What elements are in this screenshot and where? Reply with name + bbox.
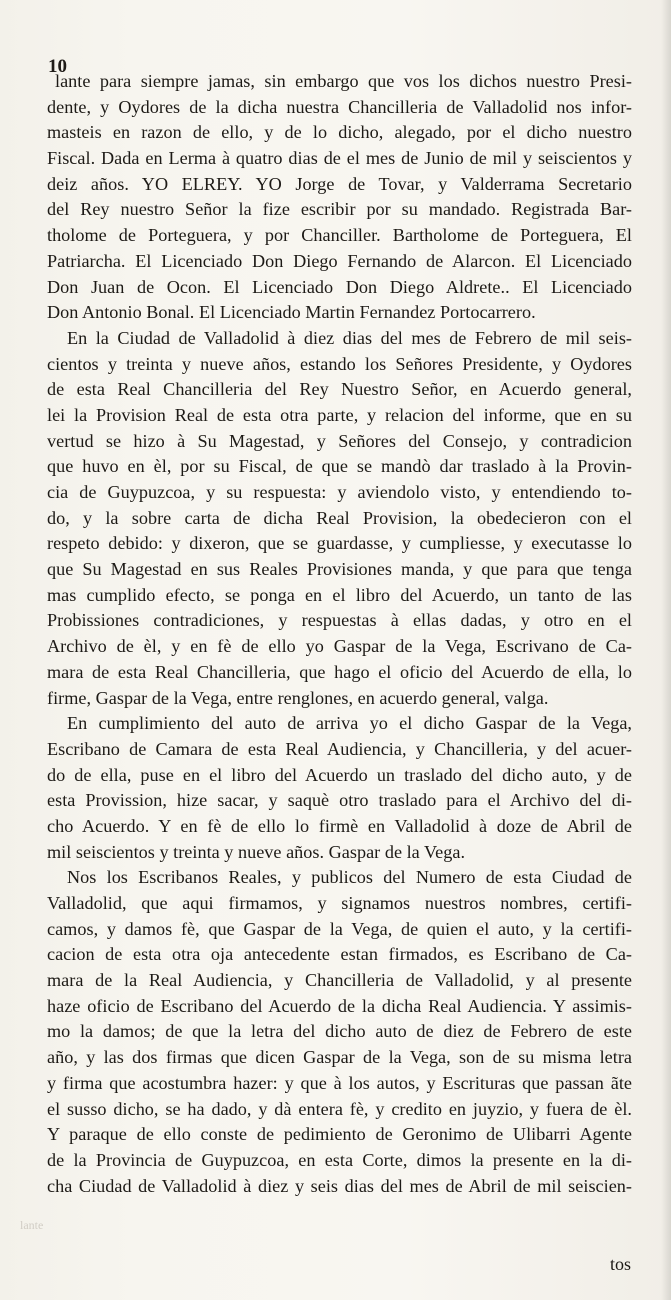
text-line: mara de esta Real Chancilleria, que hago el oficio del Acuerdo de ella, lo [47,661,632,682]
text-line: Patriarcha. El Licenciado Don Diego Fernando de Alarcon. El Licenciado [47,250,632,271]
text-line: esta Provission, hize sacar, y saquè otro traslado para el Archivo del di- [47,790,632,811]
text-line: Archivo de èl, y en fè de ello yo Gaspar de la Vega, Escrivano de Ca- [47,636,632,657]
text-line: mo la damos; de que la letra del dicho auto de diez de Febrero de este [47,1021,632,1042]
bleed-through-text: lante [20,1218,44,1232]
text-line: cientos y treinta y nueve años, estando los Señores Presidente, y Oydores [47,353,632,374]
text-line: el susso dicho, se ha dado, y dà entera fè, y credito en juyzio, y fuera de èl. [47,1098,632,1119]
text-line: respeto debido: y dixeron, que se guardasse, y cumpliesse, y executasse lo [47,533,632,554]
text-line: lei la Provision Real de esta otra parte, y relacion del informe, que en su [47,404,632,425]
text-line: masteis en razon de ello, y de lo dicho, alegado, por el dicho nuestro [47,122,632,143]
text-line: Probissiones contradiciones, y respuestas à ellas dadas, y otro en el [47,610,632,631]
text-line: Don Antonio Bonal. El Licenciado Martin Fernandez Portocarrero. [47,302,536,323]
text-line: firme, Gaspar de la Vega, entre renglones, en acuerdo general, valga. [47,687,549,708]
text-line: cia de Guypuzcoa, y su respuesta: y aviendolo visto, y entendiendo to- [47,482,632,502]
text-line: de esta Real Chancilleria del Rey Nuestro Señor, en Acuerdo general, [47,379,632,400]
text-line: camos, y damos fè, que Gaspar de la Vega, de quien el auto, y la certifi- [47,918,632,939]
text-line: de la Provincia de Guypuzcoa, en esta Corte, dimos la presente en la di- [47,1149,632,1170]
text-line: vertud se hizo à Su Magestad, y Señores del Consejo, y contradicion [47,430,632,451]
page-number: 10 [48,56,67,77]
text-line: Don Juan de Ocon. El Licenciado Don Diego Aldrete.. El Licenciado [47,276,632,297]
text-line: Escribano de Camara de esta Real Audiencia, y Chancilleria, y del acuer- [47,738,632,759]
text-line: Fiscal. Dada en Lerma à quatro dias de el mes de Junio de mil y seiscientos y [47,148,632,169]
text-line: lante para siempre jamas, sin embargo que vos los dichos nuestro Presi- [55,71,632,91]
text-line: deiz años. YO ELREY. YO Jorge de Tovar, y Valderrama Secretario [47,173,632,194]
text-line: que huvo en èl, por su Fiscal, de que se mandò dar traslado à la Provin- [47,456,632,477]
text-line: mas cumplido efecto, se ponga en el libro del Acuerdo, un tanto de las [47,584,632,605]
text-line: y firma que acostumbra hazer: y que à los autos, y Escrituras que passan ãte [47,1072,632,1093]
text-line: cho Acuerdo. Y en fè de ello lo firmè en Valladolid à doze de Abril de [47,815,632,836]
text-line: mara de la Real Audiencia, y Chancilleria de Valladolid, y al presente [47,970,632,991]
catchword: tos [609,1254,631,1274]
text-line: haze oficio de Escribano del Acuerdo de la dicha Real Audiencia. Y assimis- [47,995,632,1016]
text-line: do, y la sobre carta de dicha Real Provision, la obedecieron con el [47,507,632,528]
gutter-shadow [661,0,671,1300]
text-line: año, y las dos firmas que dicen Gaspar de la Vega, son de su misma letra [47,1047,632,1068]
body-text [47,69,632,1199]
text-line: En cumplimiento del auto de arriva yo el dicho Gaspar de la Vega, [67,713,632,734]
text-line: tholome de Porteguera, y por Chanciller. Bartholome de Porteguera, El [47,225,632,246]
text-line: mil seiscientos y treinta y nueve años. Gaspar de la Vega. [47,841,466,862]
text-line: cacion de esta otra oja antecedente estan firmados, es Escribano de Ca- [47,944,632,965]
text-line: Valladolid, que aqui firmamos, y signamos nuestros nombres, certifi- [47,893,632,913]
text-line: que Su Magestad en sus Reales Provisiones manda, y que para que tenga [47,559,632,580]
text-line: dente, y Oydores de la dicha nuestra Chancilleria de Valladolid nos infor- [47,96,632,117]
text-line: Nos los Escribanos Reales, y publicos del Numero de esta Ciudad de [67,867,632,888]
text-line: del Rey nuestro Señor la fize escribir por su mandado. Registrada Bar- [47,199,632,220]
text-line: cha Ciudad de Valladolid à diez y seis dias del mes de Abril de mil seiscien- [47,1175,632,1196]
text-line: Y paraque de ello conste de pedimiento de Geronimo de Ulibarri Agente [47,1124,632,1145]
text-line: do de ella, puse en el libro del Acuerdo un traslado del dicho auto, y de [47,764,632,785]
text-line: En la Ciudad de Valladolid à diez dias del mes de Febrero de mil seis- [67,327,632,348]
